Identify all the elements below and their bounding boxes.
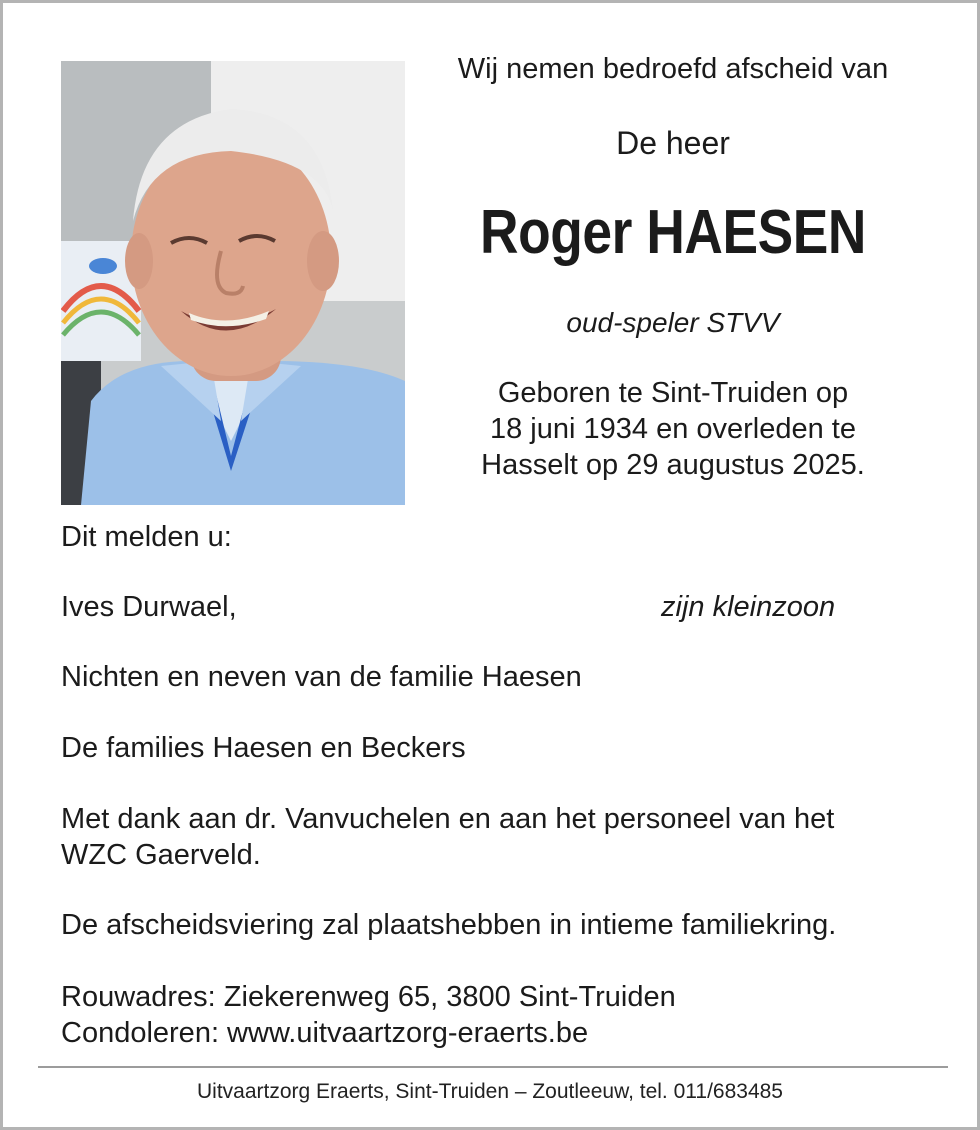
grandson-relation: zijn kleinzoon	[661, 591, 836, 623]
relatives-text: Nichten en neven van de familie Haesen	[61, 661, 582, 693]
intro-text: Wij nemen bedroefd afscheid van	[457, 53, 889, 85]
thanks-line: Met dank aan dr. Vanvuchelen en aan het personeel van het	[61, 803, 835, 835]
footer-text: Uitvaartzorg Eraerts, Sint-Truiden – Zoutleeuw, tel. 011/683485	[197, 1080, 783, 1103]
condolences-text: Condoleren: www.uitvaartzorg-eraerts.be	[61, 1017, 589, 1049]
portrait-photo	[61, 61, 405, 505]
role-text: oud-speler STVV	[566, 307, 780, 338]
title-prefix: De heer	[616, 125, 730, 161]
thanks-line: WZC Gaerveld.	[61, 839, 261, 871]
announce-text: Dit melden u:	[61, 521, 232, 553]
bio-line: Hasselt op 29 augustus 2025.	[481, 449, 865, 481]
bio-text	[463, 375, 883, 483]
ceremony-text: De afscheidsviering zal plaatshebben in intieme familiekring.	[61, 909, 837, 941]
bio-line: 18 juni 1934 en overleden te	[489, 413, 856, 445]
address-text: Rouwadres: Ziekerenweg 65, 3800 Sint-Truiden	[61, 981, 676, 1013]
deceased-name: Roger HAESEN	[480, 198, 866, 267]
grandson-name: Ives Durwael,	[61, 591, 237, 623]
thanks-text	[61, 801, 921, 873]
bio-line: Geboren te Sint-Truiden op	[497, 377, 849, 409]
footer-divider	[38, 1066, 948, 1068]
families-text: De families Haesen en Beckers	[61, 732, 466, 764]
